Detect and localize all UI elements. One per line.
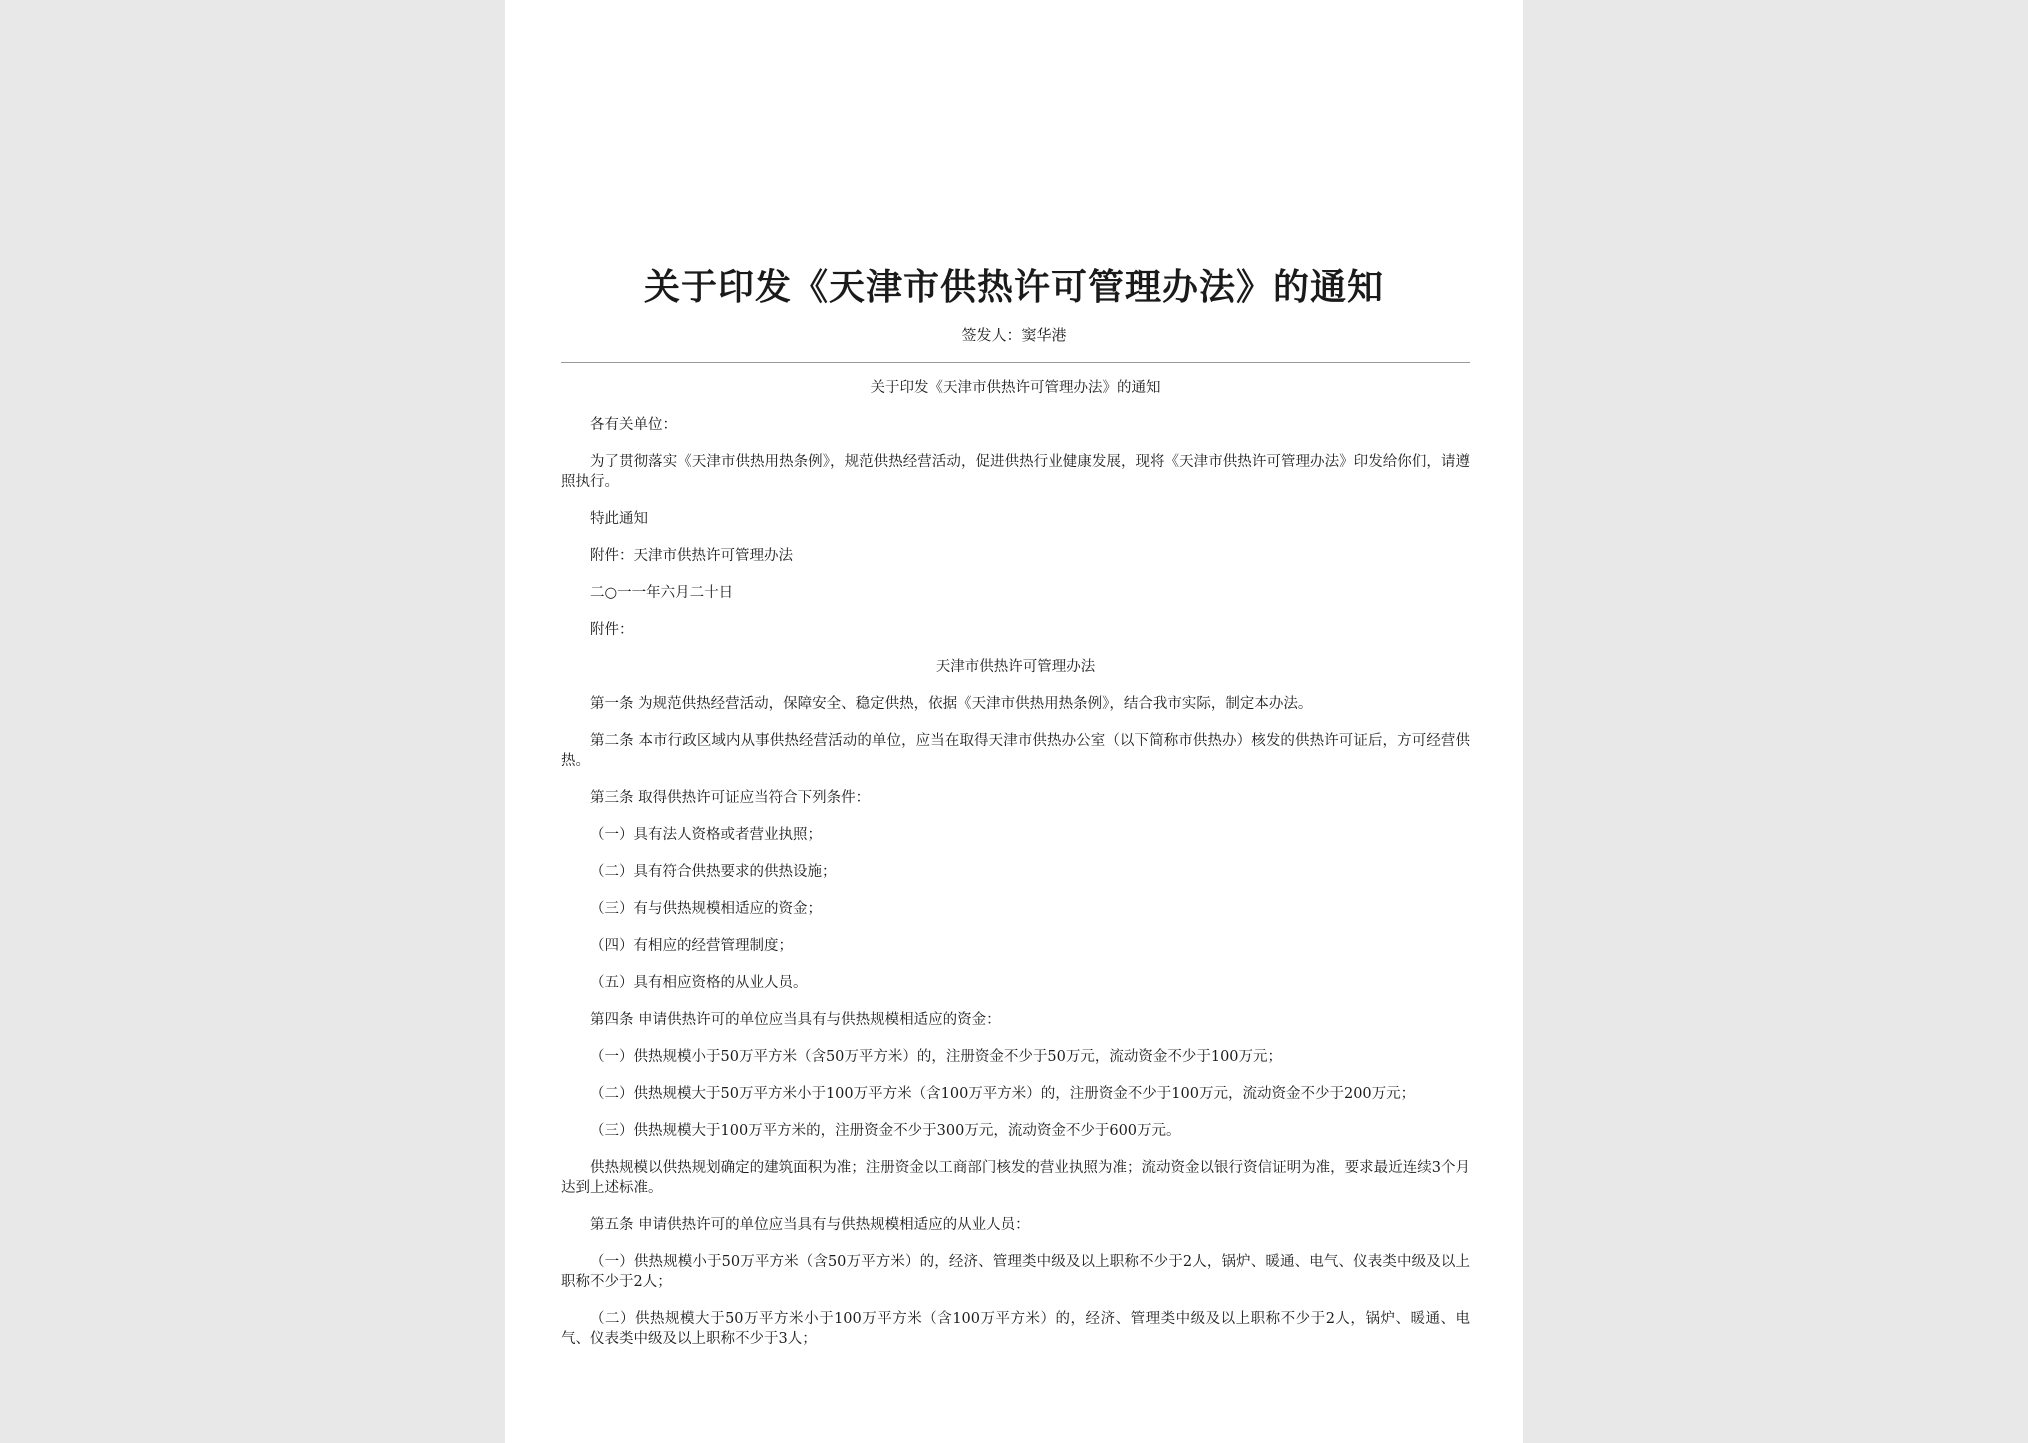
issuer-line: 签发人：窦华港 [961, 326, 1067, 344]
paragraph: （四）有相应的经营管理制度； [590, 938, 793, 954]
paragraph: 天津市供热许可管理办法 [935, 659, 1096, 675]
paragraph: 第三条 取得供热许可证应当符合下列条件： [590, 790, 871, 806]
paragraph: 第四条 申请供热许可的单位应当具有与供热规模相适应的资金： [590, 1012, 1001, 1028]
paragraph: （一）供热规模小于50万平方米（含50万平方米）的，经济、管理类中级及以上职称不少于2人，锅炉、暖通、电气、仪表类中级及以上职称不少于2人； [561, 1254, 1470, 1290]
title-divider [561, 362, 1470, 363]
paragraph: 二○一一年六月二十日 [590, 585, 734, 601]
paragraph: 附件： [590, 622, 634, 638]
paragraph: 第五条 申请供热许可的单位应当具有与供热规模相适应的从业人员： [590, 1217, 1030, 1233]
paragraph: 各有关单位： [590, 417, 677, 433]
paragraph: （三）供热规模大于100万平方米的，注册资金不少于300万元，流动资金不少于600万元。 [590, 1123, 1181, 1139]
paragraph: 特此通知 [590, 511, 648, 527]
paragraph: 第一条 为规范供热经营活动，保障安全、稳定供热，依据《天津市供热用热条例》，结合我市实际，制定本办法。 [590, 696, 1313, 712]
paragraph: （三）有与供热规模相适应的资金； [590, 901, 822, 917]
paragraph: （一）具有法人资格或者营业执照； [590, 827, 822, 843]
paragraph: 为了贯彻落实《天津市供热用热条例》，规范供热经营活动，促进供热行业健康发展，现将《天津市供热许可管理办法》印发给你们，请遵照执行。 [561, 454, 1470, 490]
paragraph: （二）供热规模大于50万平方米小于100万平方米（含100万平方米）的，注册资金不少于100万元，流动资金不少于200万元； [590, 1086, 1416, 1102]
document-body [561, 378, 1470, 1349]
paragraph: 附件：天津市供热许可管理办法 [590, 548, 793, 564]
paragraph: （二）供热规模大于50万平方米小于100万平方米（含100万平方米）的，经济、管理类中级及以上职称不少于2人，锅炉、暖通、电气、仪表类中级及以上职称不少于3人； [561, 1311, 1470, 1347]
paragraph: （二）具有符合供热要求的供热设施； [590, 864, 837, 880]
paragraph: 供热规模以供热规划确定的建筑面积为准；注册资金以工商部门核发的营业执照为准；流动资金以银行资信证明为准，要求最近连续3个月达到上述标准。 [561, 1160, 1470, 1196]
document-title: 关于印发《天津市供热许可管理办法》的通知 [643, 266, 1384, 308]
paragraph: 关于印发《天津市供热许可管理办法》的通知 [870, 380, 1161, 396]
paragraph: （一）供热规模小于50万平方米（含50万平方米）的，注册资金不少于50万元，流动资金不少于100万元； [590, 1049, 1283, 1065]
paragraph: （五）具有相应资格的从业人员。 [590, 975, 808, 991]
document-page [505, 0, 1523, 1443]
paragraph: 第二条 本市行政区域内从事供热经营活动的单位，应当在取得天津市供热办公室（以下简称市供热办）核发的供热许可证后，方可经营供热。 [561, 733, 1470, 769]
